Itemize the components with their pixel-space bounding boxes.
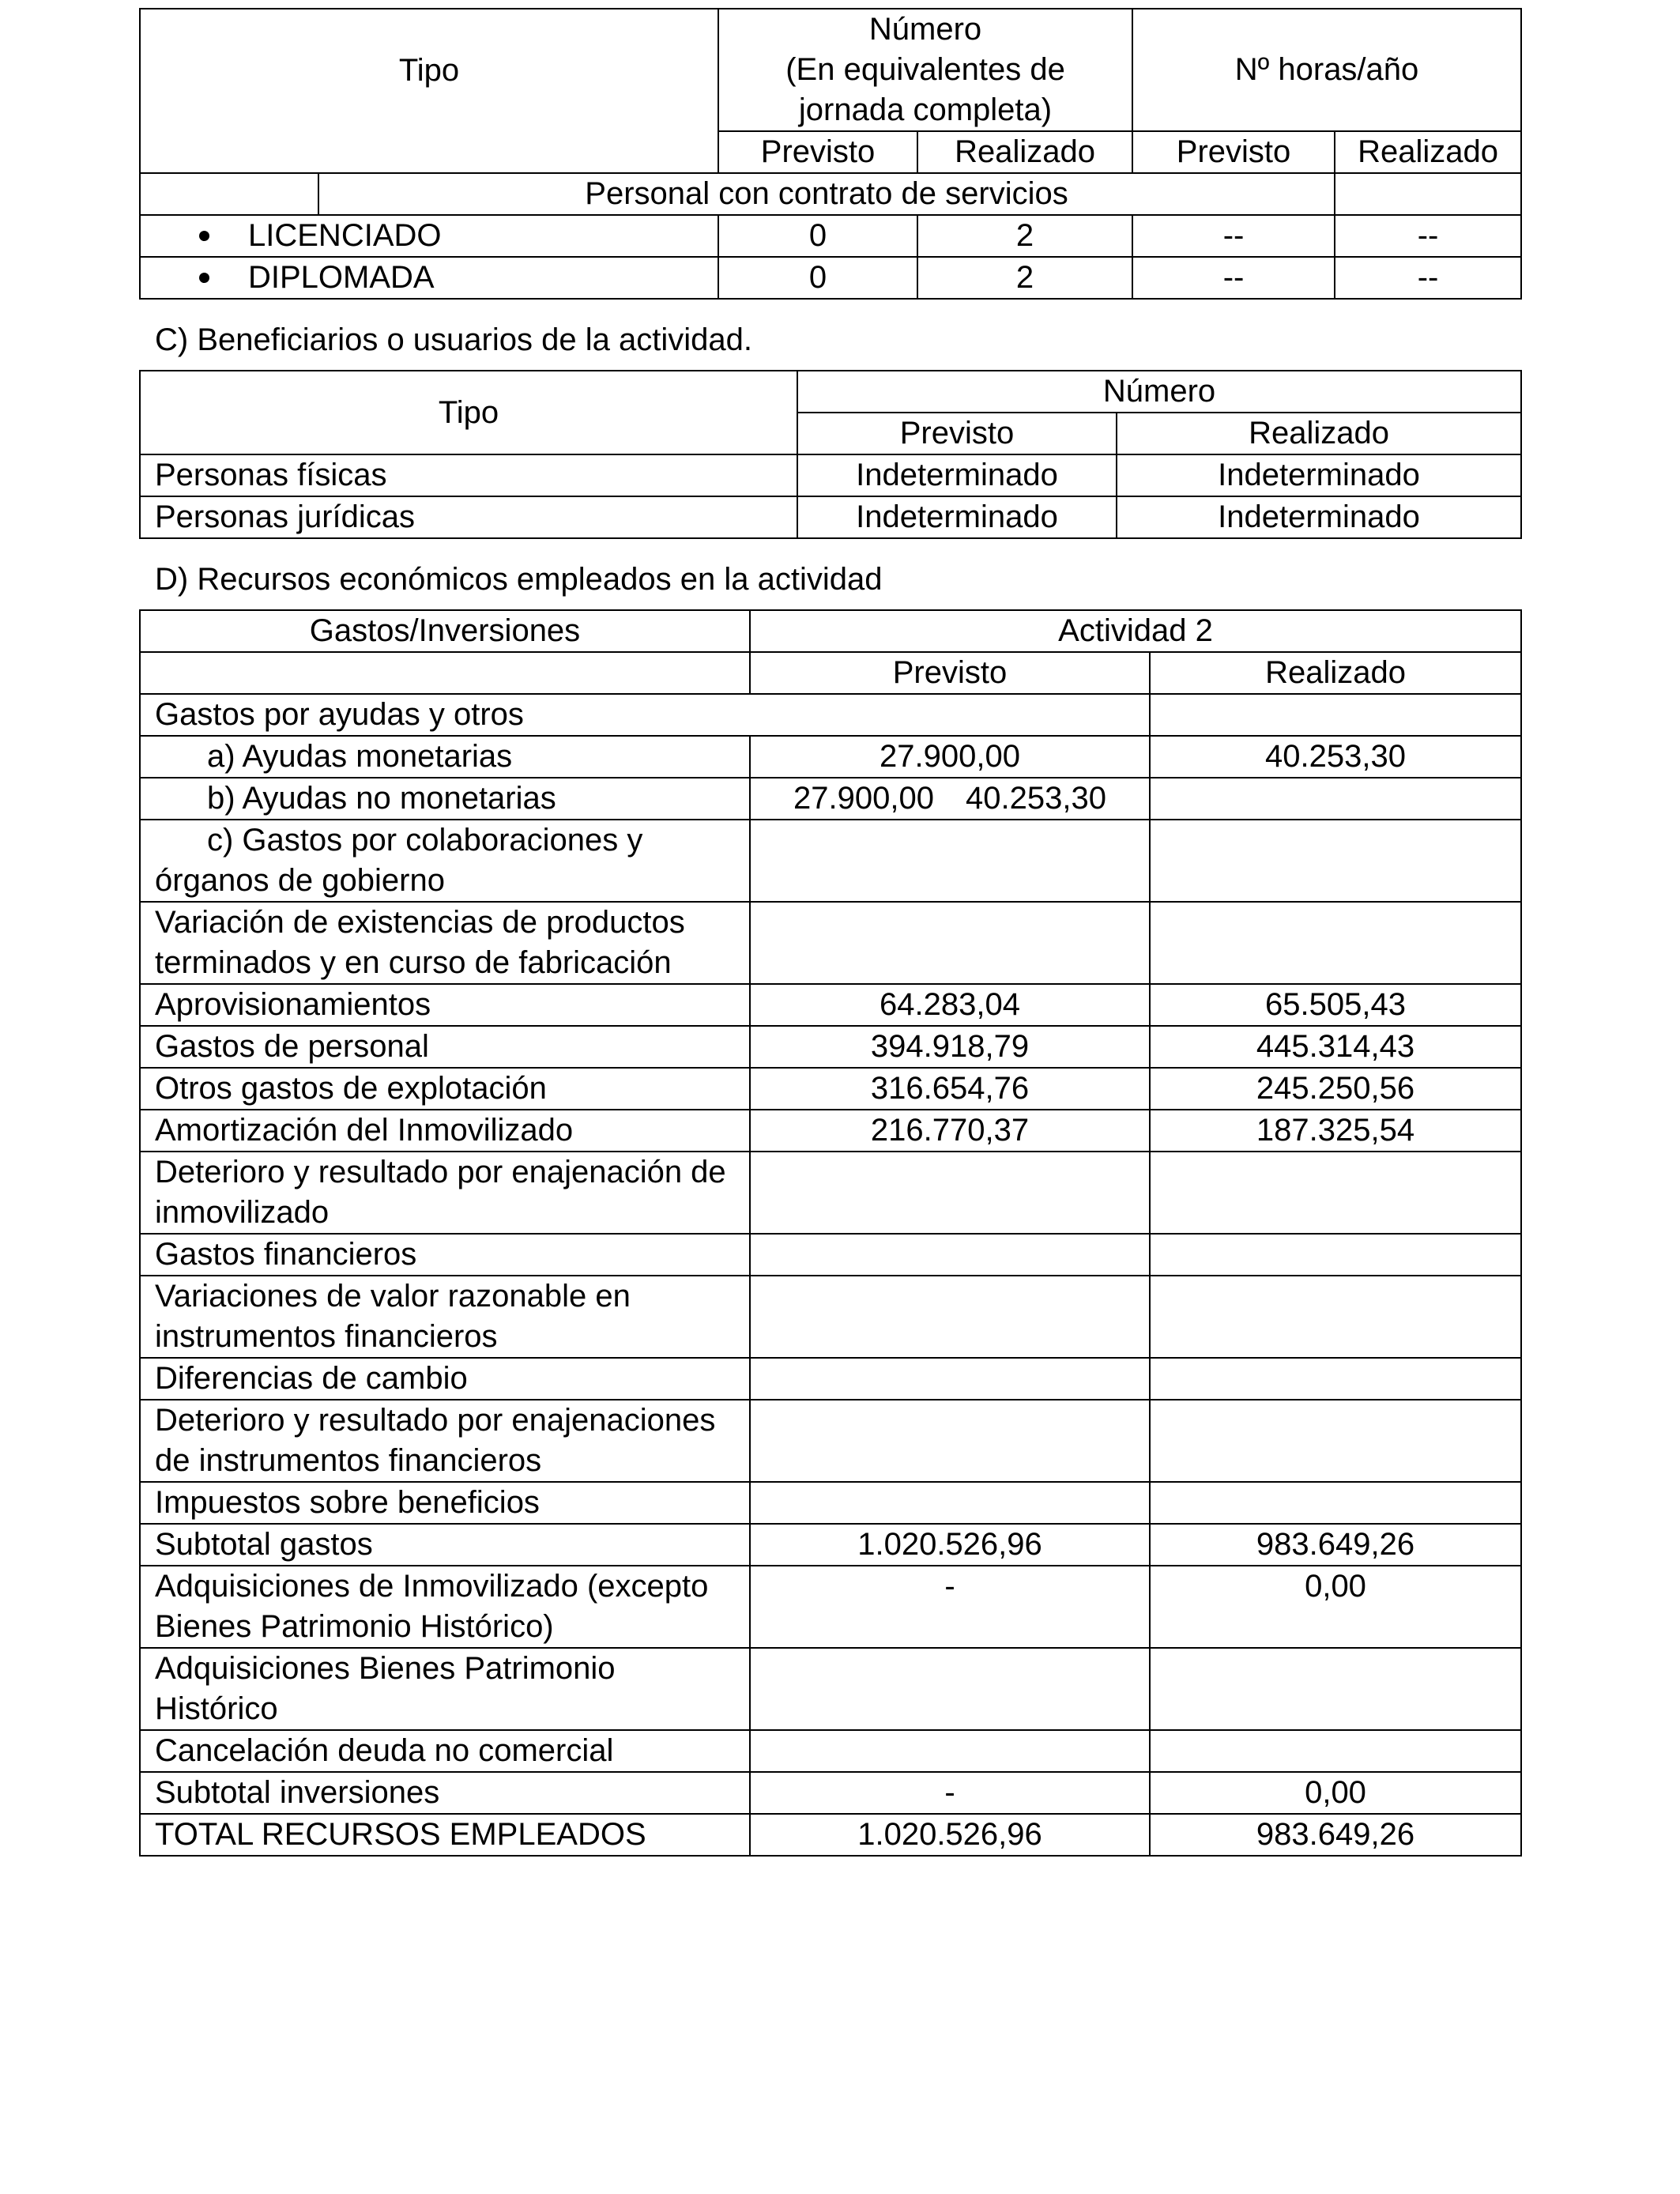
- table-row: [140, 1400, 1521, 1482]
- row-concepto: Aprovisionamientos: [140, 984, 750, 1026]
- row-realizado: 65.505,43: [1150, 984, 1521, 1026]
- table-row: [140, 778, 1521, 820]
- beneficiarios-table: [139, 370, 1522, 539]
- row-concepto: Variaciones de valor razonable en instrumentos financieros: [140, 1276, 750, 1358]
- row-num-previsto: 0: [718, 257, 917, 299]
- row-realizado: [1150, 820, 1521, 902]
- header-numero: [718, 9, 1132, 131]
- table-row: [140, 820, 1521, 902]
- header-realizado: Realizado: [1150, 652, 1521, 694]
- header-numero: Número: [797, 371, 1521, 413]
- row-previsto: [750, 1276, 1150, 1358]
- row-tipo: Personas jurídicas: [140, 496, 797, 538]
- table-row: [140, 1482, 1521, 1524]
- row-previsto: [750, 778, 1150, 820]
- header-previsto: Previsto: [797, 413, 1117, 454]
- table-row: [140, 1152, 1521, 1234]
- recursos-header-row: [140, 610, 1521, 652]
- row-concepto: Deterioro y resultado por enajenaciones de instrumentos financieros: [140, 1400, 750, 1482]
- row-concepto: Deterioro y resultado por enajenación de inmovilizado: [140, 1152, 750, 1234]
- row-realizado: [1150, 1482, 1521, 1524]
- header-tipo: Tipo: [140, 371, 797, 454]
- row-realizado: 983.649,26: [1150, 1814, 1521, 1856]
- bullet-icon: [199, 231, 209, 241]
- row-concepto: Variación de existencias de productos terminados y en curso de fabricación: [140, 902, 750, 984]
- section-d-title: D) Recursos económicos empleados en la actividad: [155, 562, 883, 597]
- row-num-realizado: 2: [917, 215, 1132, 257]
- group-label: Personal con contrato de servicios: [318, 173, 1335, 215]
- table-row: [140, 1772, 1521, 1814]
- row-realizado: [1150, 1234, 1521, 1276]
- row-concepto: Gastos por ayudas y otros: [140, 694, 1150, 736]
- row-previsto: [750, 1358, 1150, 1400]
- recursos-body: [140, 694, 1521, 1856]
- row-previsto: [750, 1482, 1150, 1524]
- row-realizado: [1150, 694, 1521, 736]
- row-concepto: c) Gastos por colaboraciones y órganos de gobierno: [140, 820, 750, 902]
- row-previsto: 394.918,79: [750, 1026, 1150, 1068]
- table-row: [140, 902, 1521, 984]
- row-realizado: 245.250,56: [1150, 1068, 1521, 1110]
- table-row: [140, 215, 1521, 257]
- table-row: [140, 1730, 1521, 1772]
- group-empty-cell: [140, 173, 318, 215]
- table-row: [140, 1110, 1521, 1152]
- row-previsto: [750, 1400, 1150, 1482]
- row-horas-previsto: --: [1132, 215, 1335, 257]
- row-concepto: Subtotal inversiones: [140, 1772, 750, 1814]
- bullet-icon: [199, 273, 209, 283]
- row-previsto: [750, 1648, 1150, 1730]
- row-previsto: Indeterminado: [797, 496, 1117, 538]
- row-tipo: LICENCIADO: [140, 215, 718, 257]
- row-realizado: 983.649,26: [1150, 1524, 1521, 1566]
- row-concepto: Adquisiciones de Inmovilizado (excepto Bienes Patrimonio Histórico): [140, 1566, 750, 1648]
- table-row: [140, 736, 1521, 778]
- row-horas-realizado: --: [1335, 215, 1521, 257]
- row-previsto: [750, 902, 1150, 984]
- header-numero-line3: jornada completa): [798, 92, 1053, 127]
- row-realizado: Indeterminado: [1117, 454, 1521, 496]
- table-row: [140, 694, 1521, 736]
- row-realizado: 0,00: [1150, 1566, 1521, 1648]
- recursos-subheader-row: [140, 652, 1521, 694]
- row-realizado: 187.325,54: [1150, 1110, 1521, 1152]
- header-num-previsto: Previsto: [718, 131, 917, 173]
- row-realizado: [1150, 902, 1521, 984]
- table-row: [140, 1358, 1521, 1400]
- row-realizado: 0,00: [1150, 1772, 1521, 1814]
- row-previsto: 316.654,76: [750, 1068, 1150, 1110]
- row-realizado: [1150, 1276, 1521, 1358]
- table-row: [140, 1814, 1521, 1856]
- row-previsto: -: [750, 1772, 1150, 1814]
- row-horas-previsto: --: [1132, 257, 1335, 299]
- row-previsto: -: [750, 1566, 1150, 1648]
- table-row: [140, 1524, 1521, 1566]
- row-previsto: [750, 1234, 1150, 1276]
- row-previsto: Indeterminado: [797, 454, 1117, 496]
- personal-table: [139, 8, 1522, 300]
- row-realizado: [1150, 1648, 1521, 1730]
- table-row: [140, 1026, 1521, 1068]
- personal-header-row: [140, 9, 1521, 131]
- header-actividad: Actividad 2: [750, 610, 1521, 652]
- row-realizado: [1150, 1400, 1521, 1482]
- table-row: [140, 1566, 1521, 1648]
- section-c-title: C) Beneficiarios o usuarios de la actividad.: [155, 322, 752, 357]
- row-realizado: 445.314,43: [1150, 1026, 1521, 1068]
- header-numero-line1: Número: [868, 12, 982, 47]
- header-tipo: Tipo: [140, 9, 718, 173]
- row-previsto: [750, 820, 1150, 902]
- row-previsto: 1.020.526,96: [750, 1814, 1150, 1856]
- table-row: [140, 1068, 1521, 1110]
- row-previsto-value: 27.900,00: [793, 781, 934, 816]
- row-realizado: [1150, 1152, 1521, 1234]
- row-previsto-extra-value: 40.253,30: [966, 781, 1106, 816]
- row-num-previsto: 0: [718, 215, 917, 257]
- header-realizado: Realizado: [1117, 413, 1521, 454]
- header-empty: [140, 652, 750, 694]
- row-realizado: Indeterminado: [1117, 496, 1521, 538]
- header-previsto: Previsto: [750, 652, 1150, 694]
- row-previsto: 64.283,04: [750, 984, 1150, 1026]
- row-realizado: [1150, 778, 1521, 820]
- row-previsto: 1.020.526,96: [750, 1524, 1150, 1566]
- row-concepto: Diferencias de cambio: [140, 1358, 750, 1400]
- recursos-table: [139, 609, 1522, 1857]
- row-concepto: Impuestos sobre beneficios: [140, 1482, 750, 1524]
- row-concepto: b) Ayudas no monetarias: [140, 778, 750, 820]
- row-concepto: Adquisiciones Bienes Patrimonio Histórico: [140, 1648, 750, 1730]
- document-page: [139, 8, 1520, 1857]
- header-numero-line2: (En equivalentes de: [785, 52, 1065, 87]
- row-realizado: 40.253,30: [1150, 736, 1521, 778]
- row-previsto: [750, 1730, 1150, 1772]
- table-row: [140, 1276, 1521, 1358]
- row-horas-realizado: --: [1335, 257, 1521, 299]
- row-concepto: Gastos de personal: [140, 1026, 750, 1068]
- table-row: [140, 1648, 1521, 1730]
- row-realizado: [1150, 1358, 1521, 1400]
- row-previsto: 216.770,37: [750, 1110, 1150, 1152]
- row-num-realizado: 2: [917, 257, 1132, 299]
- table-row: [140, 1234, 1521, 1276]
- row-concepto: TOTAL RECURSOS EMPLEADOS: [140, 1814, 750, 1856]
- row-tipo: Personas físicas: [140, 454, 797, 496]
- row-concepto: Subtotal gastos: [140, 1524, 750, 1566]
- row-concepto: Amortización del Inmovilizado: [140, 1110, 750, 1152]
- personal-group-row: [140, 173, 1521, 215]
- table-row: [140, 454, 1521, 496]
- row-previsto: [750, 1152, 1150, 1234]
- table-row: [140, 257, 1521, 299]
- row-tipo: DIPLOMADA: [140, 257, 718, 299]
- header-gastos: Gastos/Inversiones: [140, 610, 750, 652]
- header-horas-previsto: Previsto: [1132, 131, 1335, 173]
- table-row: [140, 984, 1521, 1026]
- row-concepto: Cancelación deuda no comercial: [140, 1730, 750, 1772]
- row-concepto: Gastos financieros: [140, 1234, 750, 1276]
- group-empty-cell-right: [1335, 173, 1521, 215]
- header-horas-realizado: Realizado: [1335, 131, 1521, 173]
- row-previsto: 27.900,00: [750, 736, 1150, 778]
- row-concepto: Otros gastos de explotación: [140, 1068, 750, 1110]
- beneficiarios-header-row: [140, 371, 1521, 413]
- header-horas: Nº horas/año: [1132, 9, 1521, 131]
- row-concepto: a) Ayudas monetarias: [140, 736, 750, 778]
- row-realizado: [1150, 1730, 1521, 1772]
- table-row: [140, 496, 1521, 538]
- header-num-realizado: Realizado: [917, 131, 1132, 173]
